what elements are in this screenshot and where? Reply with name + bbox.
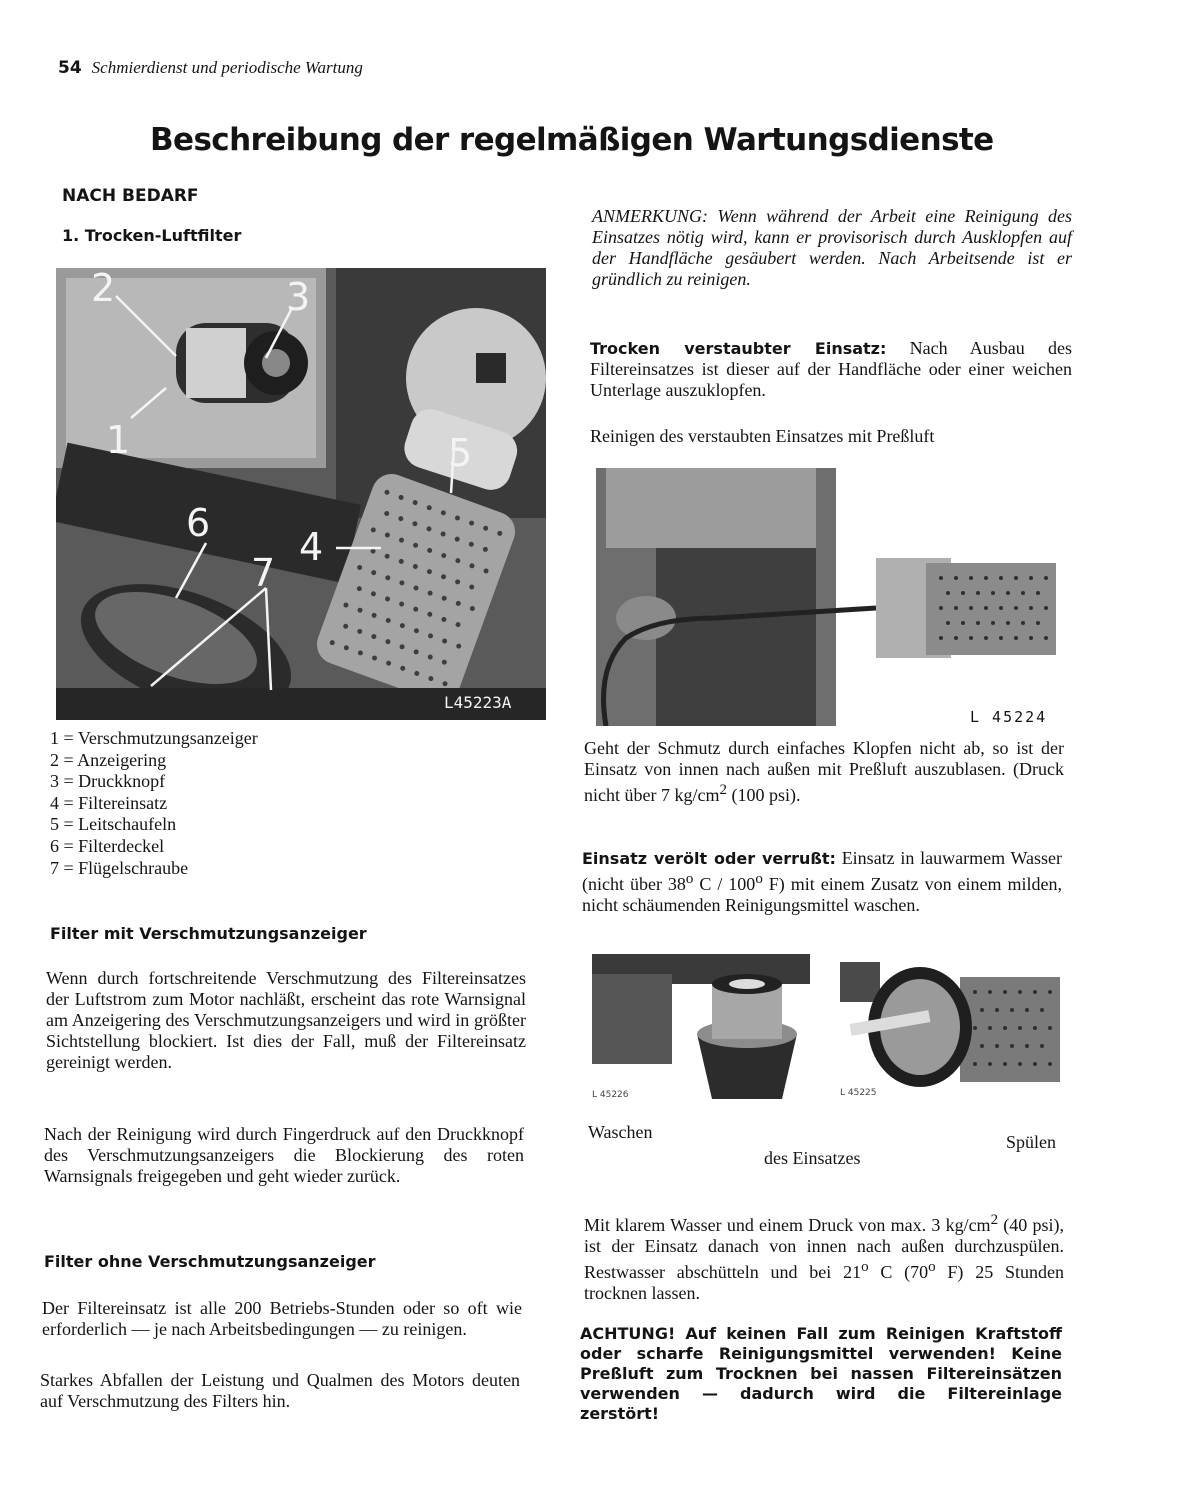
photo3-code: L 45226 [592,1090,629,1100]
air-filter-illustration [56,268,546,720]
caption-insert: des Einsatzes [764,1148,861,1168]
compressed-air-caption: Reinigen des verstaubten Einsatzes mit Preßluft [590,426,935,446]
callout-5: 5 [448,431,473,475]
subsection-heading: 1. Trocken-Luftfilter [62,226,242,245]
compressed-air-illustration [596,468,1062,726]
paragraph-with-indicator-1: Wenn durch fortschreitende Verschmutzung des Filtereinsatzes der Luftstrom zum Motor nachläßt, erscheint das rote Warnsignal am Anzeigering des Verschmutzungsanzeigers und wird in größter Sichtstellung blockiert. Ist dies der Fall, muß der Filtereinsatz gereinigt werden. [46,968,526,1072]
blowout-paragraph [584,738,1064,806]
dry-insert-paragraph [590,338,1072,401]
legend-item: 1 = Verschmutzungsanzeiger [50,728,258,748]
note-paragraph: ANMERKUNG: Wenn während der Arbeit eine Reinigung des Einsatzes nötig wird, kann er provisorisch durch Ausklopfen auf der Handfläche gesäubert werden. Nach Arbeitsende ist er gründlich zu reinigen. [592,206,1072,289]
rinse-text-d: F) 25 Stunden trocknen lassen. [584,1262,1064,1303]
rinse-paragraph [584,1210,1064,1304]
caption-rinse: Spülen [1006,1132,1057,1152]
washing-photo [592,954,810,1106]
rinse-superscript: 2 [990,1212,999,1228]
caption-wash: Waschen [588,1122,653,1142]
photo4-code: L 45225 [840,1088,877,1098]
degree-sign: o [755,871,763,887]
paragraph-without-indicator-1: Der Filtereinsatz ist alle 200 Betriebs-Stunden oder so oft wie erforderlich — je nach Arbeitsbedingungen — zu reinigen. [42,1298,522,1339]
paragraph-without-indicator-2: Starkes Abfallen der Leistung und Qualmen des Motors deuten auf Verschmutzung des Filters hin. [40,1370,520,1411]
running-title: Schmierdienst und periodische Wartung [91,58,363,77]
rinsing-illustration [840,962,1060,1102]
warning-paragraph: ACHTUNG! Auf keinen Fall zum Reinigen Kraftstoff oder scharfe Reinigungsmittel verwenden! Keine Preßluft zum Trocknen bei nassen Filtereinsätzen verwenden — dadurch wird die Filtereinlage zerstört! [580,1324,1062,1423]
compressed-air-photo [596,468,1062,726]
heading-with-indicator: Filter mit Verschmutzungsanzeiger [50,924,367,943]
callout-1: 1 [106,418,131,462]
washing-illustration [592,954,810,1106]
photo2-code: L 45224 [970,708,1048,726]
callout-7: 7 [251,551,276,595]
rinsing-photo [840,962,1060,1102]
air-filter-photo [56,268,546,720]
rinse-text-b: (40 psi), ist der Einsatz danach von innen nach außen durchzuspülen. Restwasser abschütteln und bei 21 [584,1215,1064,1282]
callout-6: 6 [186,501,211,545]
blowout-text-a: Geht der Schmutz durch einfaches Klopfen nicht ab, so ist der Einsatz von innen nach außen mit Preßluft auszublasen. (Druck nicht über 7 kg/cm [584,738,1064,805]
oily-text-b: C / 100 [693,874,756,894]
legend-item: 3 = Druckknopf [50,771,166,792]
heading-without-indicator: Filter ohne Verschmutzungsanzeiger [44,1252,376,1271]
section-heading: NACH BEDARF [62,186,199,206]
legend-item: 2 = Anzeigering [50,749,167,770]
callout-3: 3 [286,275,311,319]
blowout-superscript: 2 [719,782,727,798]
degree-sign: o [685,871,694,887]
dry-insert-lead: Trocken verstaubter Einsatz: [590,339,887,358]
oily-insert-lead: Einsatz verölt oder verrußt: [582,849,836,868]
dry-insert-text: Nach Ausbau des Filtereinsatzes ist dieser auf der Handfläche oder einer weichen Unterlage auszuklopfen. [590,338,1072,400]
rinse-text-c: C (70 [868,1262,929,1282]
degree-sign: o [928,1259,936,1275]
legend-item: 6 = Filterdeckel [50,835,165,856]
legend-item: 7 = Flügelschraube [50,857,189,878]
figure-legend [50,728,370,879]
legend-item: 5 = Leitschaufeln [50,814,177,835]
blowout-text-b: (100 psi). [731,785,801,805]
degree-sign: o [861,1259,869,1275]
oily-text-c: F) mit einem Zusatz von einem milden, nicht schäumenden Reinigungsmittel waschen. [582,874,1062,915]
legend-item: 4 = Filtereinsatz [50,792,168,813]
rinse-text-a: Mit klarem Wasser und einem Druck von max. 3 kg/cm [584,1215,991,1235]
page-number: 54 [58,58,82,78]
callout-4: 4 [299,525,324,569]
page-title: Beschreibung der regelmäßigen Wartungsdienste [150,122,994,158]
paragraph-with-indicator-2: Nach der Reinigung wird durch Fingerdruck auf den Druckknopf des Verschmutzungsanzeigers die Blockierung des roten Warnsignals freigegeben und geht wieder zurück. [44,1124,524,1186]
oily-insert-paragraph [582,848,1062,916]
oily-text-a: Einsatz in lauwarmem Wasser (nicht über 38 [582,848,1063,894]
figure-code: L45223A [444,693,512,712]
running-head [58,58,363,78]
callout-2: 2 [91,268,116,310]
